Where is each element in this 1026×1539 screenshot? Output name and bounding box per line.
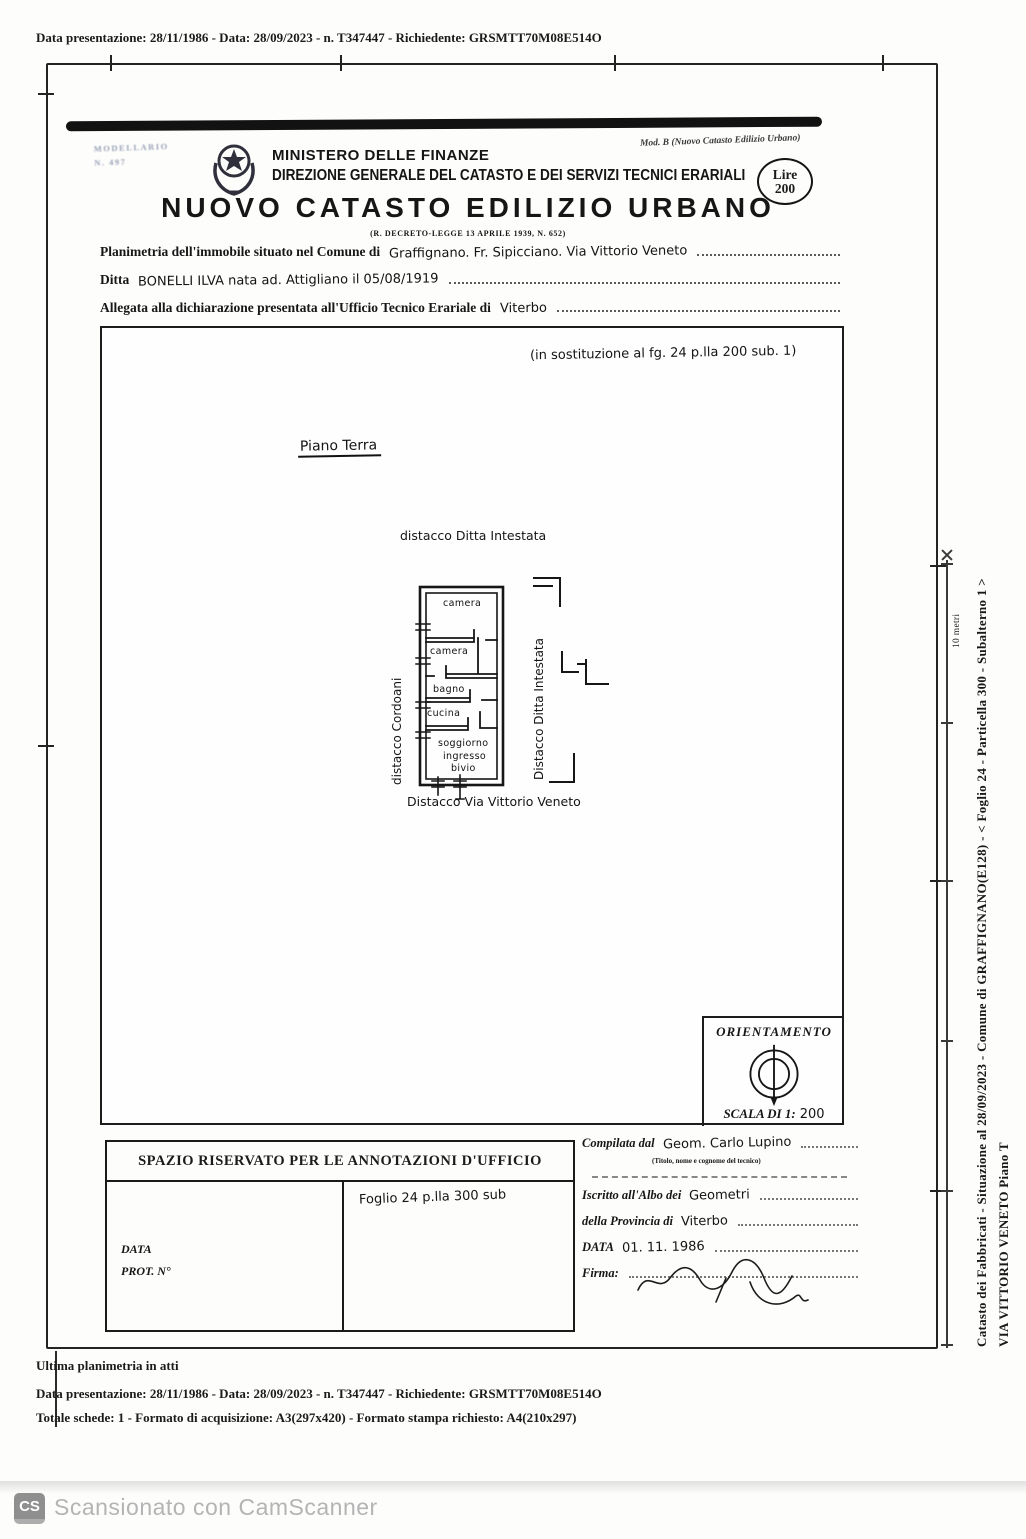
- compiled-value: Geom. Carlo Lupino: [662, 1134, 792, 1153]
- side-ruler: [946, 560, 948, 1348]
- office-note: Foglio 24 p.lla 300 sub: [358, 1187, 507, 1208]
- dotted-fill: [738, 1224, 858, 1226]
- mod-b-note: Mod. B (Nuovo Catasto Edilizio Urbano): [639, 133, 801, 149]
- frame-tick: [38, 745, 54, 747]
- frame-tick: [38, 93, 54, 95]
- orientation-title: ORIENTAMENTO: [716, 1024, 832, 1039]
- scan-shadow-band: [0, 1481, 1026, 1494]
- ruler-tick: [941, 880, 953, 882]
- plan-annotation-top: distacco Ditta Intestata: [400, 528, 547, 543]
- ruler-tick: [941, 1344, 953, 1346]
- frame-tick: [930, 565, 946, 567]
- dotted-fill: [760, 1198, 858, 1200]
- field-ufficio: [100, 300, 842, 316]
- room-label: bivio: [451, 763, 476, 774]
- field-comune: [100, 244, 842, 260]
- direction-title: DIREZIONE GENERALE DEL CATASTO E DEI SERVIZI TECNICI ERARIALI: [272, 167, 746, 184]
- room-label: bagno: [433, 684, 465, 695]
- camscanner-logo-icon: CS: [14, 1493, 45, 1524]
- field-ditta: [100, 272, 842, 288]
- office-box-title: SPAZIO RISERVATO PER LE ANNOTAZIONI D'UFFICIO: [107, 1142, 573, 1182]
- office-box-divider: [342, 1182, 344, 1330]
- stamp-line: N. 497: [94, 156, 127, 168]
- sidebar-caption-line1: Catasto dei Fabbricati - Situazione al 28/09/2023 - Comune di GRAFFIGNANO(E128) - < Foglio 24 - Particella 300 - Subalterno 1 >: [974, 578, 989, 1347]
- ministry-title: MINISTERO DELLE FINANZE: [272, 147, 490, 164]
- compiled-row: [582, 1136, 860, 1151]
- stamp-line: MODELLARIO: [93, 141, 169, 154]
- plan-annotation-right: Distacco Ditta Intestata: [532, 638, 546, 780]
- plan-annotation-bottom: Distacco Via Vittorio Veneto: [407, 794, 581, 809]
- footer-line3: Totale schede: 1 - Formato di acquisizione: A3(297x420) - Formato stampa richiesto: A4(210x297): [36, 1410, 577, 1425]
- footer-line2: Data presentazione: 28/11/1986 - Data: 28/09/2023 - n. T347447 - Richiedente: GRSMTT70M08E514O: [36, 1386, 602, 1401]
- document-subtitle: (R. DECRETO-LEGGE 13 APRILE 1939, N. 652): [370, 229, 566, 238]
- ruler-tick: [941, 1040, 953, 1042]
- dotted-fill: [449, 282, 840, 284]
- firma-label: Firma:: [582, 1266, 619, 1280]
- office-annotations-box: [105, 1140, 575, 1332]
- faded-office-stamp: [94, 139, 195, 170]
- frame-tick: [340, 55, 342, 71]
- scale-line: [704, 1105, 844, 1123]
- document-title: NUOVO CATASTO EDILIZIO URBANO: [161, 192, 775, 223]
- field-ufficio-label: Allegata alla dichiarazione presentata all'Ufficio Tecnico Erariale di: [100, 300, 491, 315]
- plan-area: [100, 326, 844, 1125]
- fee-amount: 200: [774, 180, 796, 196]
- ruler-scale-label: 10 metri: [952, 613, 962, 648]
- signature-scribble: [630, 1248, 830, 1318]
- date-value: 01. 11. 1986: [621, 1239, 705, 1256]
- compiler-block: [582, 1136, 860, 1336]
- field-comune-value: Graffignano. Fr. Sipicciano. Via Vittorio Veneto: [389, 243, 688, 262]
- scan-top-caption: Data presentazione: 28/11/1986 - Data: 28/09/2023 - n. T347447 - Richiedente: GRSMTT70M08E514O: [36, 30, 602, 45]
- dashed-rule: [592, 1176, 847, 1178]
- fee-currency: Lire: [772, 166, 798, 182]
- floor-plan-drawing: [382, 560, 632, 805]
- frame-tick: [882, 55, 884, 71]
- footer-line1: Ultima planimetria in atti: [36, 1358, 179, 1373]
- compiled-label: Compilata dal: [582, 1136, 655, 1150]
- frame-tick: [614, 55, 616, 71]
- provincia-value: Viterbo: [680, 1213, 728, 1230]
- substitution-note: (in sostituzione al fg. 24 p.lla 200 sub. 1): [529, 343, 797, 364]
- field-comune-label: Planimetria dell'immobile situato nel Comune di: [100, 244, 381, 259]
- office-prot-label: PROT. N°: [121, 1264, 171, 1278]
- date-label: DATA: [582, 1240, 614, 1254]
- sidebar-caption-line2: VIA VITTORIO VENETO Piano T: [996, 1142, 1011, 1347]
- floor-label: Piano Terra: [298, 437, 381, 457]
- ruler-tick: [941, 722, 953, 724]
- dotted-fill: [557, 310, 840, 312]
- ruler-tick: [941, 563, 953, 565]
- frame-tick: [110, 55, 112, 71]
- compass-icon: [742, 1042, 806, 1108]
- dotted-fill: [697, 254, 840, 256]
- room-label: soggiorno: [438, 738, 489, 749]
- room-label: cucina: [427, 708, 461, 719]
- orientation-box: [702, 1016, 844, 1126]
- albo-value: Geometri: [689, 1187, 751, 1204]
- field-ditta-value: BONELLI ILVA nata ad. Attigliano il 05/08/1919: [138, 271, 439, 290]
- camscanner-caption: Scansionato con CamScanner: [54, 1494, 378, 1520]
- dotted-fill: [801, 1146, 858, 1148]
- room-label: ingresso: [443, 751, 487, 762]
- ruler-tick: [941, 1190, 953, 1192]
- office-data-label: DATA: [121, 1242, 152, 1256]
- scale-label: SCALA DI 1:: [723, 1106, 796, 1121]
- plan-annotation-left: distacco Cordoani: [390, 677, 404, 785]
- albo-label: Iscritto all'Albo dei: [582, 1188, 682, 1202]
- compiled-hint: (Titolo, nome e cognome del tecnico): [652, 1157, 761, 1165]
- scale-value: 200: [799, 1107, 825, 1122]
- room-label: camera: [430, 646, 469, 657]
- state-emblem-icon: [206, 134, 262, 198]
- provincia-label: della Provincia di: [582, 1214, 673, 1228]
- room-label: camera: [443, 598, 482, 609]
- field-ditta-label: Ditta: [100, 272, 130, 287]
- provincia-row: [582, 1214, 860, 1229]
- albo-row: [582, 1188, 860, 1203]
- field-ufficio-value: Viterbo: [499, 300, 547, 317]
